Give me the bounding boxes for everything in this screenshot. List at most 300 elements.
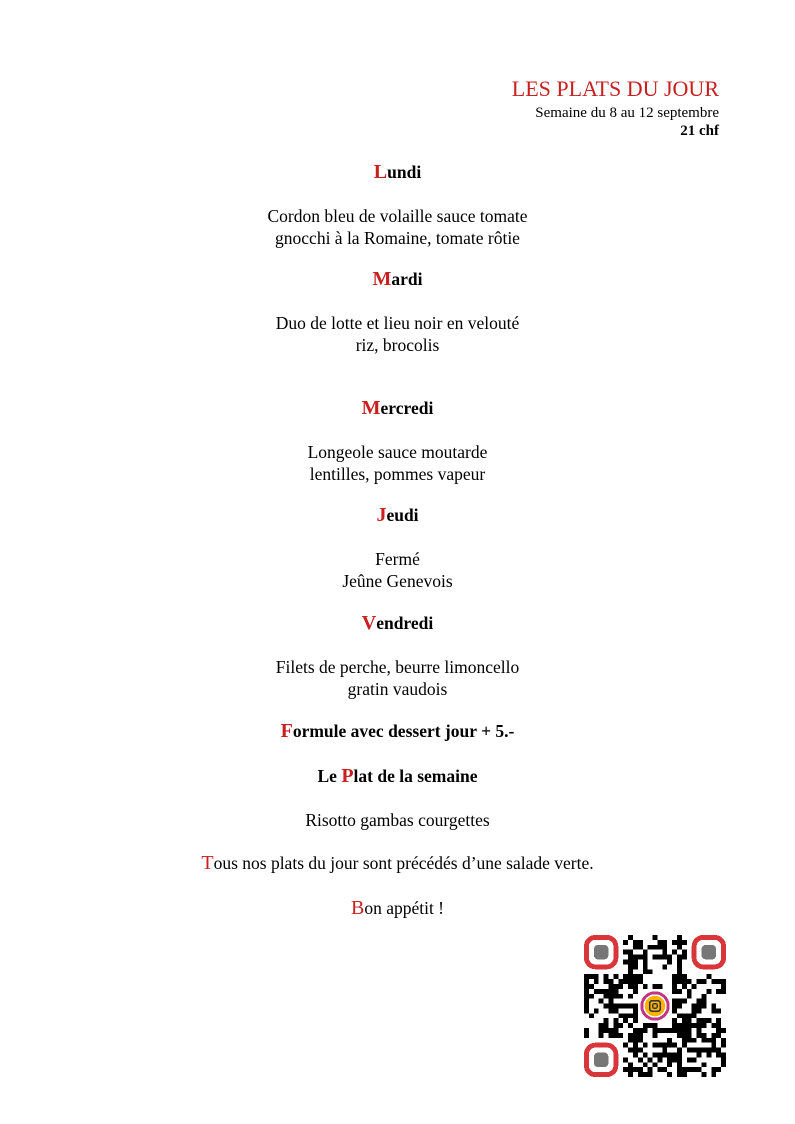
qr-module [628, 955, 633, 960]
qr-module [594, 989, 599, 994]
day-initial: V [361, 612, 377, 634]
qr-module [643, 1023, 648, 1028]
qr-module [667, 959, 672, 964]
qr-module [608, 1004, 613, 1009]
qr-module [716, 1023, 721, 1028]
qr-module [682, 1038, 687, 1043]
qr-module [628, 1072, 633, 1077]
qr-module [657, 984, 662, 989]
dish-line-2: gnocchi à la Romaine, tomate rôtie [275, 228, 520, 248]
qr-module [682, 984, 687, 989]
qr-module [633, 1028, 638, 1033]
qr-module [682, 1013, 687, 1018]
qr-module [584, 1008, 589, 1013]
qr-module [638, 1072, 643, 1077]
qr-module [613, 974, 618, 979]
qr-module [697, 1053, 702, 1058]
qr-module [662, 1053, 667, 1058]
qr-module [613, 989, 618, 994]
qr-module [677, 1004, 682, 1009]
qr-module [682, 999, 687, 1004]
note-initial: T [201, 852, 214, 874]
qr-module [721, 1043, 726, 1048]
day-initial: M [361, 397, 381, 419]
qr-module [623, 974, 628, 979]
qr-module [613, 1023, 618, 1028]
qr-module [721, 1038, 726, 1043]
qr-code[interactable] [584, 935, 726, 1077]
qr-module [667, 1057, 672, 1062]
dish-line-2: riz, brocolis [355, 335, 440, 355]
qr-module [633, 1008, 638, 1013]
formule-text: ormule avec dessert jour + 5.- [292, 721, 515, 741]
qr-module [702, 1072, 707, 1077]
qr-module [628, 1013, 633, 1018]
qr-module [643, 959, 648, 964]
qr-module [584, 974, 589, 979]
qr-module [653, 1062, 658, 1067]
qr-module [604, 989, 609, 994]
qr-module [648, 969, 653, 974]
qr-module [623, 979, 628, 984]
qr-module [667, 1043, 672, 1048]
qr-module [692, 1013, 697, 1018]
qr-module [687, 1057, 692, 1062]
qr-module [584, 1028, 589, 1033]
qr-module [633, 1067, 638, 1072]
qr-module [623, 940, 628, 945]
weekly-heading [0, 765, 795, 787]
qr-module [682, 979, 687, 984]
qr-module [677, 1013, 682, 1018]
qr-module [594, 974, 599, 979]
qr-module [633, 1038, 638, 1043]
qr-module [628, 979, 633, 984]
qr-module [677, 1057, 682, 1062]
qr-module [702, 999, 707, 1004]
qr-module [662, 1043, 667, 1048]
day-name: endredi [376, 613, 434, 633]
qr-module [584, 989, 589, 994]
qr-module [628, 950, 633, 955]
qr-module [604, 974, 609, 979]
qr-module [697, 1028, 702, 1033]
qr-module [706, 1048, 711, 1053]
day-initial: J [376, 504, 387, 526]
qr-module [697, 1023, 702, 1028]
note-text: ous nos plats du jour sont précédés d’une salade verte. [213, 853, 594, 873]
qr-module [613, 1028, 618, 1033]
weekly-dish: Risotto gambas courgettes [305, 810, 490, 830]
qr-module [657, 1053, 662, 1058]
qr-module [613, 984, 618, 989]
qr-module [692, 1067, 697, 1072]
qr-module [687, 1023, 692, 1028]
qr-module [721, 1057, 726, 1062]
qr-module [584, 999, 589, 1004]
qr-module [706, 1053, 711, 1058]
qr-module [643, 955, 648, 960]
qr-module [608, 1008, 613, 1013]
qr-module [697, 1008, 702, 1013]
qr-module [711, 1067, 716, 1072]
qr-module [628, 1033, 633, 1038]
qr-module [604, 1028, 609, 1033]
qr-module [662, 945, 667, 950]
qr-module [711, 1038, 716, 1043]
day-heading-lundi [0, 161, 795, 183]
qr-module [599, 1023, 604, 1028]
qr-module [657, 955, 662, 960]
qr-module [643, 1043, 648, 1048]
qr-module [628, 969, 633, 974]
qr-module [628, 1023, 633, 1028]
qr-module [677, 964, 682, 969]
qr-module [589, 994, 594, 999]
qr-module [608, 999, 613, 1004]
qr-module [628, 935, 633, 940]
qr-module [653, 984, 658, 989]
qr-module [643, 1053, 648, 1058]
qr-module [613, 1008, 618, 1013]
qr-module [672, 940, 677, 945]
qr-module [633, 1048, 638, 1053]
qr-module [589, 984, 594, 989]
qr-module [653, 935, 658, 940]
qr-module [643, 984, 648, 989]
qr-module [633, 945, 638, 950]
qr-module [594, 1008, 599, 1013]
qr-module [697, 999, 702, 1004]
qr-module [692, 1004, 697, 1009]
qr-module [687, 1067, 692, 1072]
qr-module [711, 1072, 716, 1077]
qr-module [638, 1038, 643, 1043]
qr-module [677, 1062, 682, 1067]
dish-line-1: Filets de perche, beurre limoncello [275, 657, 520, 677]
qr-module [623, 959, 628, 964]
qr-module [672, 1053, 677, 1058]
qr-module [633, 955, 638, 960]
qr-module [716, 1028, 721, 1033]
qr-module [672, 1023, 677, 1028]
qr-module [677, 969, 682, 974]
qr-module [662, 1067, 667, 1072]
qr-module [677, 989, 682, 994]
qr-module [672, 1008, 677, 1013]
qr-module [677, 959, 682, 964]
qr-module [687, 1033, 692, 1038]
qr-module [657, 940, 662, 945]
qr-module [672, 989, 677, 994]
qr-module [618, 1033, 623, 1038]
qr-module [672, 984, 677, 989]
qr-module [584, 1004, 589, 1009]
qr-module [687, 1038, 692, 1043]
qr-module [677, 1033, 682, 1038]
qr-module [648, 1023, 653, 1028]
qr-module [584, 994, 589, 999]
qr-module [682, 1072, 687, 1077]
qr-module [716, 1048, 721, 1053]
qr-module [702, 1033, 707, 1038]
dish-line-2: lentilles, pommes vapeur [309, 464, 486, 484]
qr-module [633, 1018, 638, 1023]
qr-module [716, 979, 721, 984]
qr-module [672, 1028, 677, 1033]
qr-module [657, 1043, 662, 1048]
qr-module [662, 1048, 667, 1053]
qr-module [653, 955, 658, 960]
qr-module [653, 1053, 658, 1058]
qr-module [706, 1038, 711, 1043]
qr-module [721, 1053, 726, 1058]
dish-line-1: Fermé [375, 549, 420, 569]
qr-module [648, 945, 653, 950]
weekly-initial: P [341, 765, 354, 787]
qr-module [657, 1057, 662, 1062]
qr-module [613, 994, 618, 999]
qr-module [697, 1048, 702, 1053]
qr-module [697, 1018, 702, 1023]
qr-module [594, 979, 599, 984]
qr-module [653, 1028, 658, 1033]
qr-module [633, 959, 638, 964]
week-subtitle: Semaine du 8 au 12 septembre [535, 105, 719, 121]
qr-module [618, 1004, 623, 1009]
qr-module [662, 1028, 667, 1033]
qr-module [692, 984, 697, 989]
qr-module [677, 999, 682, 1004]
day-heading-jeudi [0, 504, 795, 526]
qr-module [672, 1043, 677, 1048]
qr-module [702, 1018, 707, 1023]
qr-module [682, 1018, 687, 1023]
qr-module [706, 974, 711, 979]
qr-module [692, 1008, 697, 1013]
qr-module [604, 1018, 609, 1023]
qr-module [702, 1062, 707, 1067]
qr-module [638, 945, 643, 950]
qr-module [633, 984, 638, 989]
qr-module [633, 940, 638, 945]
qr-module [682, 1033, 687, 1038]
qr-module [702, 1004, 707, 1009]
qr-module [721, 1028, 726, 1033]
qr-module [682, 955, 687, 960]
qr-module [604, 994, 609, 999]
qr-module [599, 999, 604, 1004]
qr-module [623, 1057, 628, 1062]
qr-module [633, 989, 638, 994]
qr-module [692, 1057, 697, 1062]
qr-module [608, 1033, 613, 1038]
qr-module [628, 964, 633, 969]
qr-module [716, 1053, 721, 1058]
qr-module [657, 945, 662, 950]
qr-module [672, 1057, 677, 1062]
qr-module [608, 979, 613, 984]
qr-module [711, 979, 716, 984]
qr-module [711, 1043, 716, 1048]
qr-module [667, 1062, 672, 1067]
day-name: ardi [391, 269, 423, 289]
qr-module [692, 1048, 697, 1053]
qr-module [702, 979, 707, 984]
qr-module [628, 994, 633, 999]
qr-module [657, 1028, 662, 1033]
dish-line-1: Cordon bleu de volaille sauce tomate [267, 206, 528, 226]
qr-module [648, 1057, 653, 1062]
price: 21 chf [680, 123, 719, 139]
qr-module [633, 1043, 638, 1048]
qr-module [677, 940, 682, 945]
qr-module [584, 979, 589, 984]
qr-module [628, 959, 633, 964]
qr-module [711, 1004, 716, 1009]
qr-module [677, 955, 682, 960]
qr-module [608, 994, 613, 999]
qr-module [682, 1023, 687, 1028]
qr-module [682, 950, 687, 955]
qr-module [633, 1013, 638, 1018]
qr-module [638, 979, 643, 984]
dish-line-2: gratin vaudois [347, 679, 448, 699]
qr-module [677, 1028, 682, 1033]
qr-module [618, 1023, 623, 1028]
qr-module [604, 1004, 609, 1009]
instagram-icon [640, 991, 669, 1020]
qr-module [721, 1062, 726, 1067]
qr-module [677, 945, 682, 950]
qr-module [672, 979, 677, 984]
qr-module [648, 1067, 653, 1072]
qr-module [721, 989, 726, 994]
formule-heading [0, 720, 795, 742]
qr-module [672, 1004, 677, 1009]
qr-module [697, 1033, 702, 1038]
page-title: LES PLATS DU JOUR [511, 76, 719, 101]
day-initial: L [373, 161, 388, 183]
dish-line-2: Jeûne Genevois [342, 571, 453, 591]
qr-module [667, 1028, 672, 1033]
qr-module [677, 1023, 682, 1028]
weekly-rest: lat de la semaine [353, 766, 478, 786]
qr-module [638, 955, 643, 960]
qr-module [716, 1067, 721, 1072]
qr-module [687, 1018, 692, 1023]
qr-module [687, 979, 692, 984]
qr-module [697, 1067, 702, 1072]
qr-module [643, 1028, 648, 1033]
qr-module [667, 1038, 672, 1043]
qr-module [628, 974, 633, 979]
qr-module [692, 1038, 697, 1043]
day-name: eudi [386, 505, 419, 525]
day-initial: M [372, 268, 392, 290]
qr-module [677, 1067, 682, 1072]
qr-module [638, 1028, 643, 1033]
qr-module [584, 1033, 589, 1038]
qr-module [633, 974, 638, 979]
qr-module [682, 1043, 687, 1048]
day-heading-vendredi [0, 612, 795, 634]
qr-module [643, 969, 648, 974]
qr-module [623, 1004, 628, 1009]
qr-module [599, 989, 604, 994]
qr-module [677, 979, 682, 984]
closing [0, 897, 795, 919]
qr-module [633, 964, 638, 969]
qr-module [702, 1023, 707, 1028]
qr-module [628, 1004, 633, 1009]
qr-module [628, 1062, 633, 1067]
day-name: undi [387, 162, 422, 182]
qr-module [638, 974, 643, 979]
qr-module [633, 979, 638, 984]
day-heading-mardi [0, 268, 795, 290]
qr-module [633, 1053, 638, 1058]
qr-module [613, 1018, 618, 1023]
qr-module [618, 979, 623, 984]
qr-module [672, 974, 677, 979]
weekly-pre: Le [317, 766, 342, 786]
qr-module [623, 1067, 628, 1072]
qr-module [711, 1048, 716, 1053]
qr-module [638, 1033, 643, 1038]
qr-module [662, 955, 667, 960]
salad-note [0, 852, 795, 874]
qr-module [638, 1048, 643, 1053]
qr-module [623, 1043, 628, 1048]
qr-module [618, 1013, 623, 1018]
qr-module [706, 989, 711, 994]
qr-module [667, 1072, 672, 1077]
qr-module [667, 955, 672, 960]
qr-module [702, 1038, 707, 1043]
qr-module [702, 1048, 707, 1053]
qr-module [638, 940, 643, 945]
qr-module [638, 1057, 643, 1062]
formule-initial: F [280, 720, 293, 742]
qr-module [692, 1023, 697, 1028]
closing-initial: B [350, 897, 365, 919]
qr-module [702, 994, 707, 999]
qr-module [662, 950, 667, 955]
qr-module [599, 1028, 604, 1033]
qr-module [716, 1033, 721, 1038]
qr-module [706, 1018, 711, 1023]
qr-module [677, 1053, 682, 1058]
qr-module [623, 950, 628, 955]
qr-module [643, 1072, 648, 1077]
qr-module [721, 979, 726, 984]
qr-module [677, 974, 682, 979]
qr-module [653, 1033, 658, 1038]
qr-module [584, 984, 589, 989]
qr-module [711, 1033, 716, 1038]
qr-module [682, 940, 687, 945]
qr-module [618, 984, 623, 989]
qr-module [687, 994, 692, 999]
qr-module [682, 1067, 687, 1072]
qr-module [604, 979, 609, 984]
qr-module [697, 979, 702, 984]
qr-module [633, 1004, 638, 1009]
dish-line-1: Duo de lotte et lieu noir en velouté [275, 313, 520, 333]
qr-module [628, 1048, 633, 1053]
day-heading-mercredi [0, 397, 795, 419]
